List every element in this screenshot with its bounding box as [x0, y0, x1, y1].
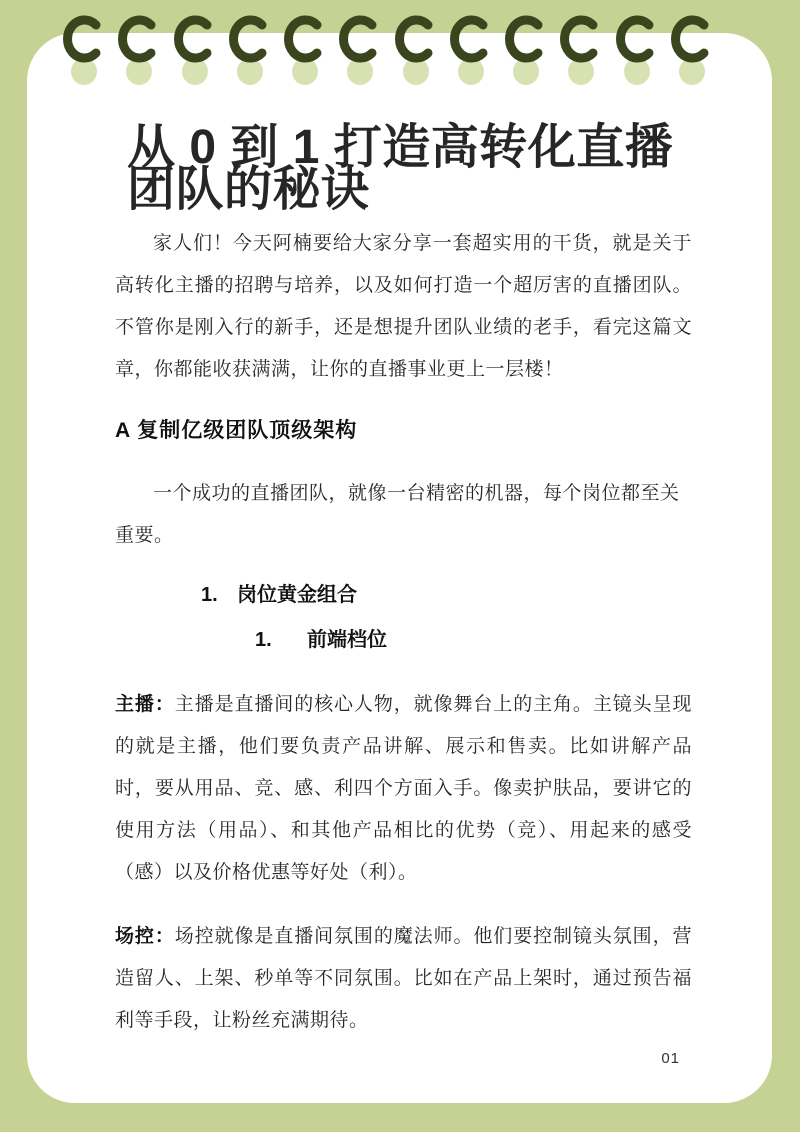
binder-ring	[670, 14, 714, 88]
spiral-ring-icon	[504, 14, 548, 64]
role-paragraph-changkong	[115, 916, 692, 1042]
page-title	[127, 121, 692, 216]
list-number: 1.	[201, 584, 218, 606]
spiral-ring-icon	[338, 14, 382, 64]
spiral-ring-icon	[228, 14, 272, 64]
spiral-ring-icon	[394, 14, 438, 64]
page-title-line1: 从 0 到 1 打造高转化直播	[127, 121, 674, 174]
binder-ring	[504, 14, 548, 88]
role-description: 主播是直播间的核心人物，就像舞台上的主角。主镜头呈现的就是主播，他们要负责产品讲解、展示和售卖。比如讲解产品时，要从用品、竞、感、利四个方面入手。像卖护肤品，要讲它的使用方法（用品）、和其他产品相比的优势（竞）、用起来的感受（感）以及价格优惠等好处（利）。	[115, 694, 692, 883]
role-term: 主播：	[115, 694, 175, 715]
list-label: 前端档位	[307, 629, 387, 651]
spiral-ring-icon	[449, 14, 493, 64]
binder-ring	[173, 14, 217, 88]
binder-ring	[449, 14, 493, 88]
binder-ring	[117, 14, 161, 88]
role-term: 场控：	[115, 926, 175, 947]
spiral-ring-icon	[615, 14, 659, 64]
spiral-ring-icon	[283, 14, 327, 64]
page-number: 01	[661, 1050, 680, 1067]
binder-ring	[394, 14, 438, 88]
spiral-ring-icon	[173, 14, 217, 64]
intro-paragraph: 家人们！今天阿楠要给大家分享一套超实用的干货，就是关于高转化主播的招聘与培养，以及如何打造一个超厉害的直播团队。不管你是刚入行的新手，还是想提升团队业绩的老手，看完这篇文章，你都能收获满满，让你的直播事业更上一层楼！	[115, 233, 692, 380]
role-description: 场控就像是直播间氛围的魔法师。他们要控制镜头氛围，营造留人、上架、秒单等不同氛围。比如在产品上架时，通过预告福利等手段，让粉丝充满期待。	[115, 926, 692, 1031]
section-a-heading: A 复制亿级团队顶级架构	[115, 419, 358, 442]
binder-ring	[615, 14, 659, 88]
section-a-lead: 一个成功的直播团队，就像一台精密的机器，每个岗位都至关重要。	[115, 483, 680, 546]
binder-ring	[228, 14, 272, 88]
spiral-ring-icon	[117, 14, 161, 64]
binder-ring	[283, 14, 327, 88]
spiral-binding	[62, 14, 714, 88]
list-number: 1.	[255, 629, 272, 651]
notebook-page	[27, 33, 772, 1103]
list-label: 岗位黄金组合	[237, 584, 357, 606]
list-item-gangwei	[201, 579, 692, 611]
page-title-line2: 团队的秘诀	[127, 163, 370, 216]
binder-ring	[559, 14, 603, 88]
list-item-qianduan	[255, 624, 692, 656]
spiral-ring-icon	[62, 14, 106, 64]
role-paragraph-zhubo	[115, 684, 692, 894]
spiral-ring-icon	[670, 14, 714, 64]
binder-ring	[338, 14, 382, 88]
binder-ring	[62, 14, 106, 88]
spiral-ring-icon	[559, 14, 603, 64]
